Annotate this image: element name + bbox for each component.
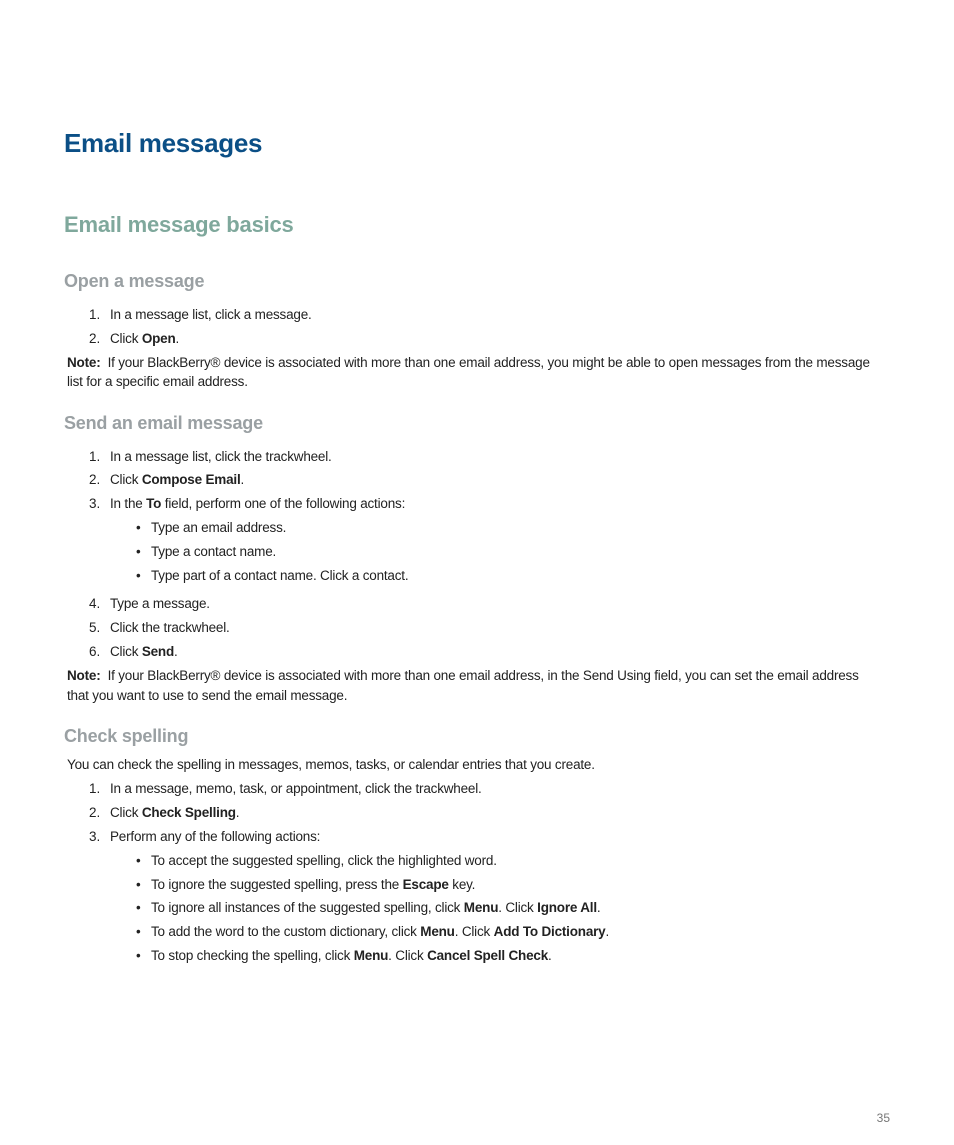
bullet-icon: • <box>136 948 141 963</box>
send-bullet-1: Type an email address. <box>151 520 287 535</box>
spell-bullet-2-text: To ignore the suggested spelling, press the <box>151 877 403 892</box>
send-step-6-text: Click <box>110 644 142 659</box>
send-step-4: Type a message. <box>110 596 210 611</box>
bullet-icon: • <box>136 520 141 535</box>
page-title: Email messages <box>64 128 263 158</box>
page-number: 35 <box>876 1111 890 1125</box>
send-step-3 <box>110 494 405 513</box>
send-step-6 <box>110 642 178 661</box>
send-step-1: In a message list, click the trackwheel. <box>110 449 332 464</box>
send-step-6-number: 6. <box>89 644 101 659</box>
send-step-6-end: . <box>174 644 178 659</box>
spell-bullet-1: To accept the suggested spelling, click the highlighted word. <box>151 853 497 868</box>
compose-email-label: Compose Email <box>141 472 241 487</box>
send-step-5-number: 5. <box>89 620 101 635</box>
open-step-2-number: 2. <box>89 331 101 346</box>
send-step-4-number: 4. <box>89 596 101 611</box>
send-message-heading: Send an email message <box>64 413 263 433</box>
send-step-3-number: 3. <box>89 496 101 511</box>
ignore-all-label: Ignore All <box>537 900 597 915</box>
spell-step-2-number: 2. <box>89 805 101 820</box>
send-step-2 <box>110 470 244 489</box>
open-step-2 <box>110 329 179 348</box>
open-step-2-end: . <box>175 331 180 346</box>
spell-bullet-3-end: . <box>596 900 601 915</box>
bullet-icon: • <box>136 853 141 868</box>
spell-bullet-2-end: key. <box>448 877 476 892</box>
open-note-line-2: list for a specific email address. <box>67 374 248 389</box>
spell-bullet-5-mid: . Click <box>388 948 428 963</box>
spell-bullet-3 <box>151 898 600 917</box>
send-note-line-1 <box>67 666 859 685</box>
bullet-icon: • <box>136 544 141 559</box>
spell-bullet-2 <box>151 875 475 894</box>
open-step-1: In a message list, click a message. <box>110 307 312 322</box>
spell-step-2-end: . <box>235 805 240 820</box>
menu-label: Menu <box>420 924 455 939</box>
send-step-2-number: 2. <box>89 472 101 487</box>
spell-bullet-5 <box>151 946 552 965</box>
send-note-label: Note: <box>67 668 101 683</box>
menu-label: Menu <box>353 948 389 963</box>
cancel-spell-check-label: Cancel Spell Check <box>427 948 549 963</box>
send-label: Send <box>141 644 175 659</box>
check-spelling-heading: Check spelling <box>64 726 189 746</box>
send-step-3-end: field, perform one of the following actions: <box>161 496 406 511</box>
bullet-icon: • <box>136 924 141 939</box>
to-field-label: To <box>146 496 162 511</box>
bullet-icon: • <box>136 877 141 892</box>
send-bullet-2: Type a contact name. <box>151 544 277 559</box>
bullet-icon: • <box>136 568 141 583</box>
open-message-heading: Open a message <box>64 271 205 291</box>
spell-bullet-3-text: To ignore all instances of the suggested spelling, click <box>151 900 464 915</box>
add-to-dictionary-label: Add To Dictionary <box>493 924 606 939</box>
spell-bullet-4-end: . <box>605 924 610 939</box>
send-step-1-number: 1. <box>89 449 101 464</box>
open-step-2-open-label: Open <box>141 331 176 346</box>
send-step-2-end: . <box>240 472 245 487</box>
open-note-text-1: If your BlackBerry® device is associated with more than one email address, you might be able to open messages from the message <box>107 355 870 370</box>
spell-intro: You can check the spelling in messages, memos, tasks, or calendar entries that you create. <box>67 757 595 772</box>
section-title: Email message basics <box>64 212 294 237</box>
spell-bullet-4 <box>151 922 609 941</box>
spell-bullet-5-end: . <box>548 948 552 963</box>
spell-bullet-4-mid: . Click <box>454 924 494 939</box>
spell-bullet-4-text: To add the word to the custom dictionary, click <box>151 924 421 939</box>
send-bullet-3: Type part of a contact name. Click a contact. <box>151 568 409 583</box>
spell-step-2 <box>110 803 239 822</box>
open-note-label: Note: <box>67 355 101 370</box>
send-step-2-text: Click <box>110 472 142 487</box>
spell-step-1-number: 1. <box>89 781 101 796</box>
spell-step-3-number: 3. <box>89 829 101 844</box>
send-note-line-2: that you want to use to send the email message. <box>67 688 348 703</box>
spell-bullet-3-mid: . Click <box>498 900 538 915</box>
send-step-5: Click the trackwheel. <box>110 620 230 635</box>
open-step-1-number: 1. <box>89 307 101 322</box>
open-step-2-text: Click <box>110 331 142 346</box>
bullet-icon: • <box>136 900 141 915</box>
menu-label: Menu <box>463 900 499 915</box>
spell-step-2-text: Click <box>110 805 142 820</box>
spell-step-1: In a message, memo, task, or appointment, click the trackwheel. <box>110 781 482 796</box>
check-spelling-label: Check Spelling <box>141 805 236 820</box>
escape-key-label: Escape <box>402 877 449 892</box>
spell-step-3: Perform any of the following actions: <box>110 829 321 844</box>
open-note-line-1 <box>67 353 870 372</box>
spell-bullet-5-text: To stop checking the spelling, click <box>151 948 354 963</box>
send-step-3-text: In the <box>110 496 147 511</box>
send-note-text-1: If your BlackBerry® device is associated with more than one email address, in the Send Using field, you can set the email address <box>107 668 859 683</box>
